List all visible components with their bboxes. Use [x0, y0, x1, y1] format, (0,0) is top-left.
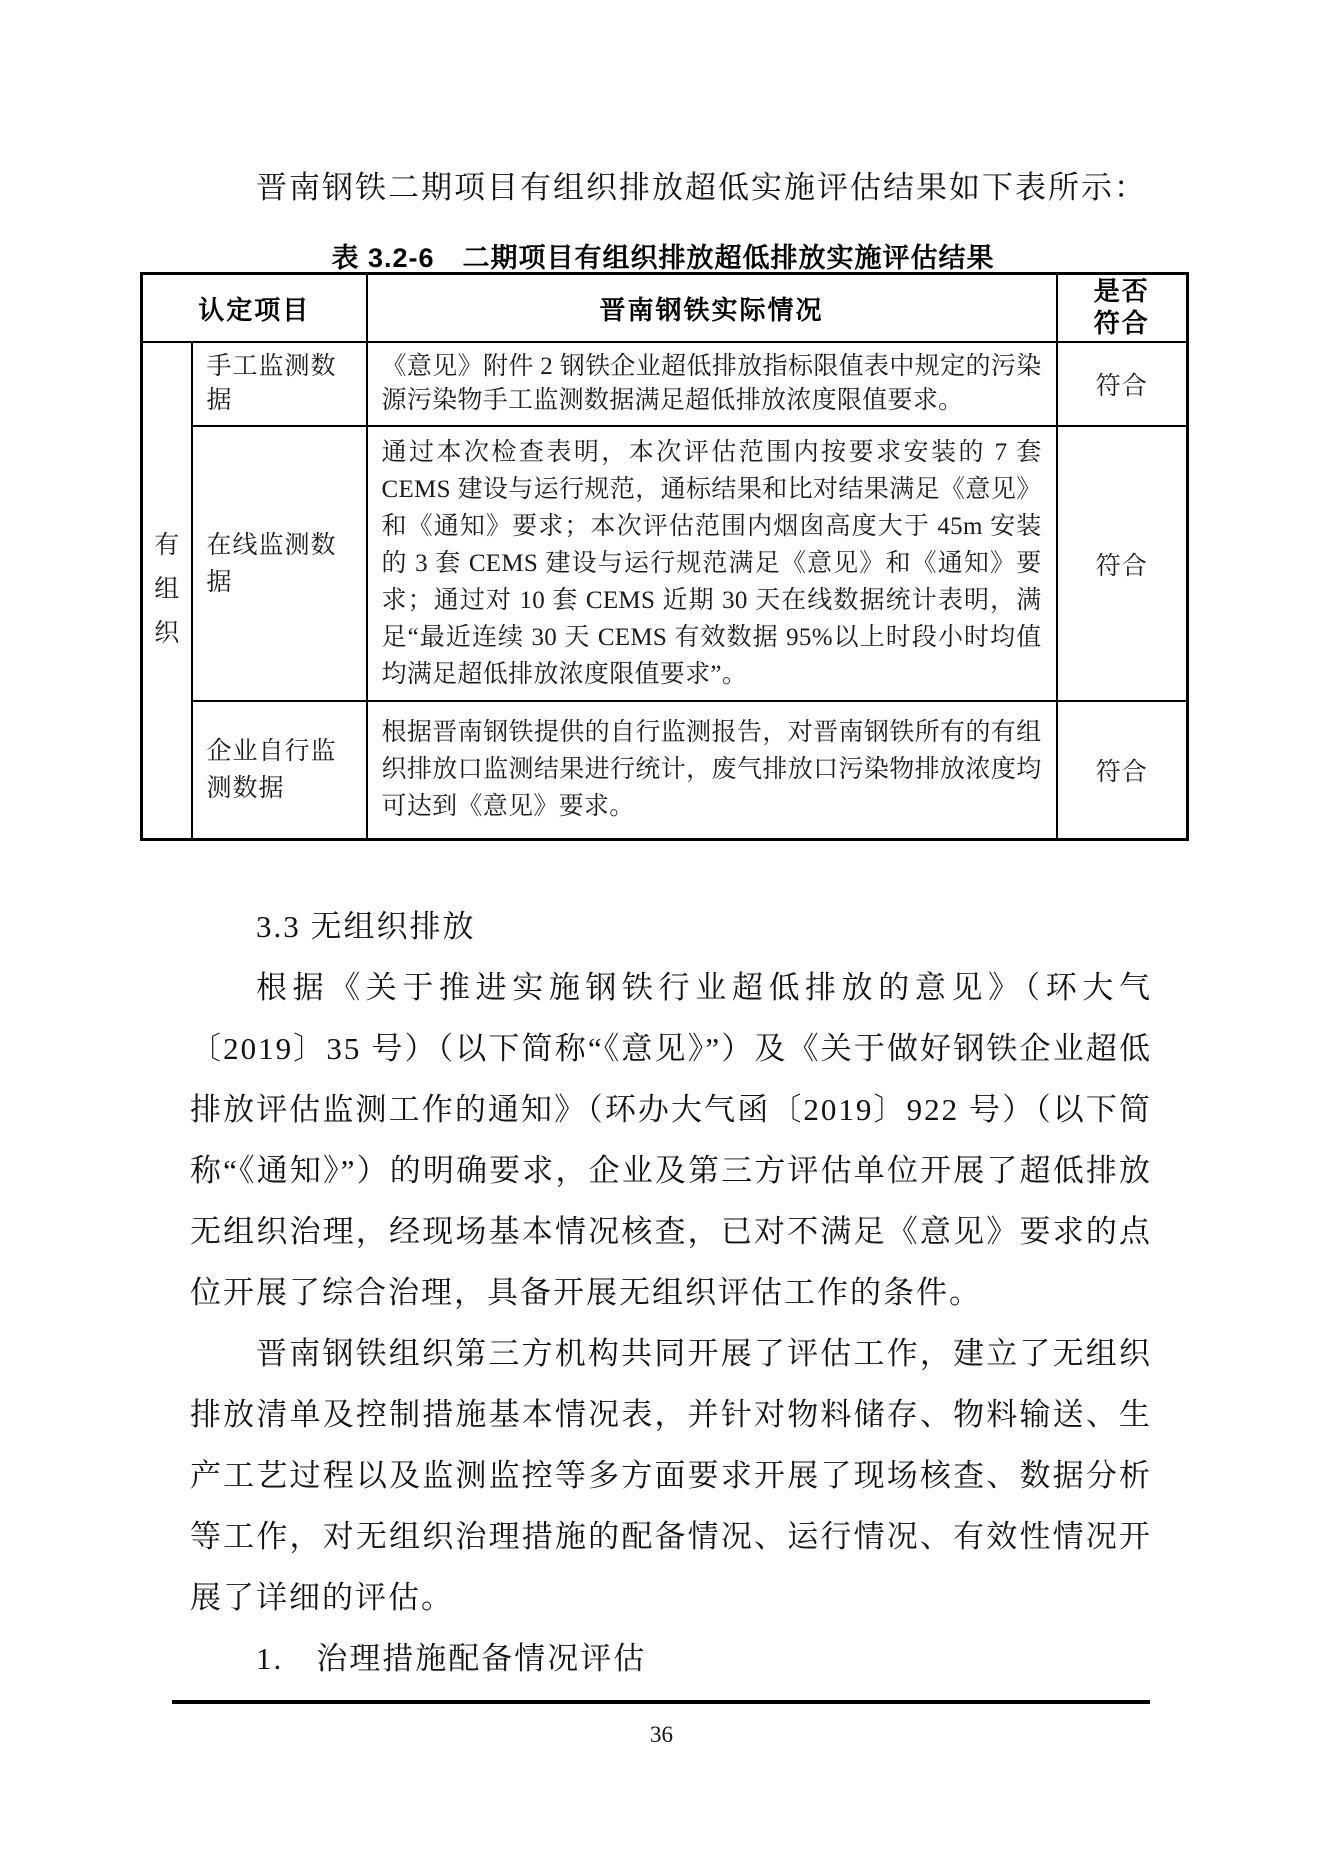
header-conform	[1057, 274, 1188, 343]
item-cell: 企业自行监测数据	[192, 701, 367, 839]
body-paragraph-2: 晋南钢铁组织第三方机构共同开展了评估工作，建立了无组织排放清单及控制措施基本情况表，并针对物料储存、物料输送、生产工艺过程以及监测监控等多方面要求开展了现场核查、数据分析等工作，对无组织治理措施的配备情况、运行情况、有效性情况开展了详细的评估。	[190, 1336, 1152, 1615]
list-item-1: 1. 治理措施配备情况评估	[256, 1641, 647, 1676]
table-caption: 表 3.2-6 二期项目有组织排放超低排放实施评估结果	[331, 243, 995, 273]
footer-rule	[172, 1700, 1150, 1704]
evaluation-table	[140, 272, 1189, 841]
header-project: 认定项目	[142, 274, 367, 343]
table-row	[142, 701, 1188, 839]
section-heading: 3.3 无组织排放	[256, 909, 476, 944]
table-header-row	[142, 274, 1188, 343]
body-paragraph-1: 根据《关于推进实施钢铁行业超低排放的意见》（环大气〔2019〕35 号）（以下简称“《意见》”）及《关于做好钢铁企业超低排放评估监测工作的通知》（环办大气函〔2019〕922 号）（以下简称“《通知》”）的明确要求，企业及第三方评估单位开展了超低排放无组织治理，经现场基本情况核查，已对不满足《意见》要求的点位开展了综合治理，具备开展无组织评估工作的条件。	[190, 970, 1152, 1310]
table-row	[142, 342, 1188, 426]
table-row	[142, 426, 1188, 701]
situation-cell: 通过本次检查表明，本次评估范围内按要求安装的 7 套 CEMS 建设与运行规范，通标结果和比对结果满足《意见》和《通知》要求；本次评估范围内烟囱高度大于 45m 安装的 3 套 CEMS 建设与运行规范满足《意见》和《通知》要求；通过对 10 套 CEMS 近期 30 天在线数据统计表明，满足“最近连续 30 天 CEMS 有效数据 95%以上时段小时均值均满足超低排放浓度限值要求”。	[367, 426, 1057, 701]
section-unorganized-emissions	[190, 896, 1152, 1689]
header-conform-line2: 符合	[1093, 309, 1150, 338]
group-label-cell: 有组织	[142, 342, 192, 839]
conform-cell: 符合	[1057, 342, 1188, 426]
intro-paragraph: 晋南钢铁二期项目有组织排放超低实施评估结果如下表所示：	[256, 170, 1147, 205]
conform-cell: 符合	[1057, 426, 1188, 701]
header-conform-line1: 是否	[1093, 277, 1150, 306]
situation-cell: 《意见》附件 2 钢铁企业超低排放指标限值表中规定的污染源污染物手工监测数据满足超低排放浓度限值要求。	[367, 342, 1057, 426]
page-number: 36	[650, 1722, 673, 1747]
header-situation: 晋南钢铁实际情况	[367, 274, 1057, 343]
item-cell: 手工监测数据	[192, 342, 367, 426]
item-cell: 在线监测数据	[192, 426, 367, 701]
conform-cell: 符合	[1057, 701, 1188, 839]
situation-cell: 根据晋南钢铁提供的自行监测报告，对晋南钢铁所有的有组织排放口监测结果进行统计，废气排放口污染物排放浓度均可达到《意见》要求。	[367, 701, 1057, 839]
